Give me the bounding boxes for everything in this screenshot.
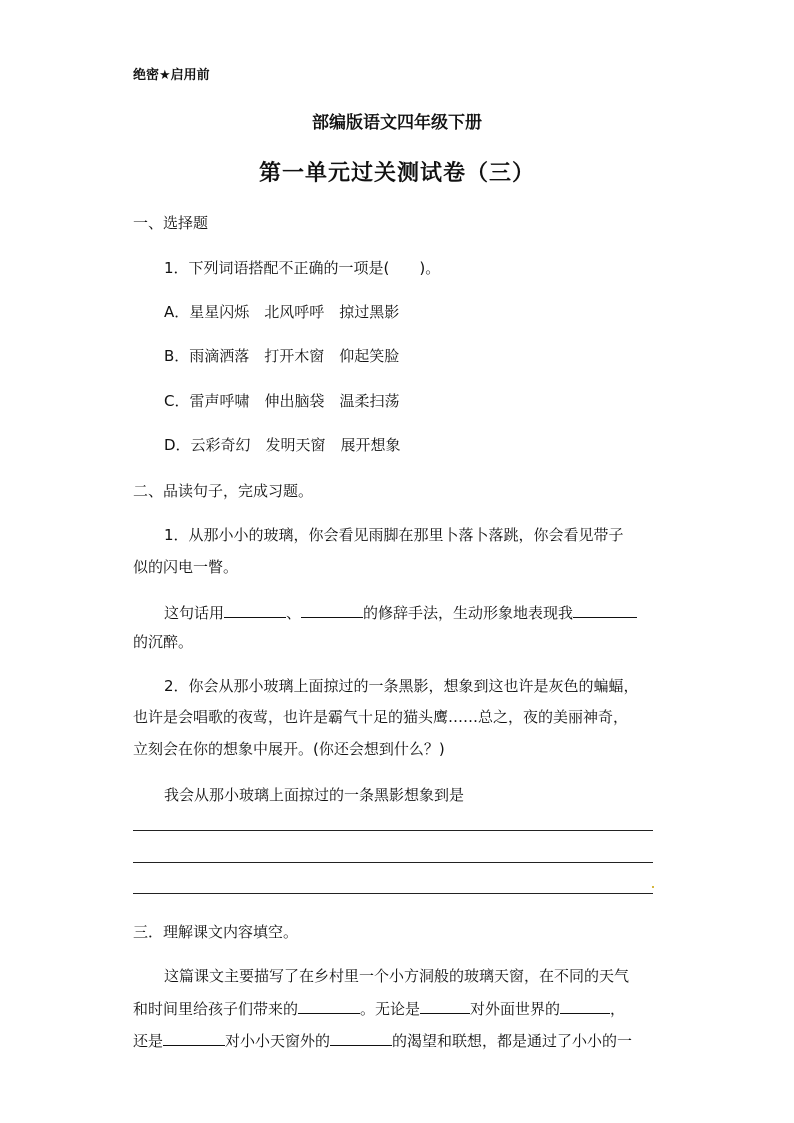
section1-question-1: 1．下列词语搭配不正确的一项是( )。 (164, 259, 441, 277)
s3-text-a: 和时间里给孩子们带来的 (133, 1000, 299, 1018)
document-subtitle: 部编版语文四年级下册 (312, 113, 482, 133)
stray-mark (652, 886, 654, 888)
fill-text-a: 这句话用 (164, 604, 225, 622)
fill-text-sep: 、 (286, 604, 302, 622)
fill-blank[interactable] (573, 601, 637, 618)
document-title: 第一单元过关测试卷（三） (258, 161, 535, 186)
s3-text-e: 还是 (133, 1032, 164, 1050)
fill-blank[interactable] (163, 1029, 225, 1046)
section2-q2-line1: 2．你会从那小玻璃上面掠过的一条黑影，想象到这也许是灰色的蝙蝠， (164, 677, 639, 695)
fill-blank[interactable] (420, 997, 470, 1014)
section3-line3 (133, 1029, 632, 1051)
fill-blank[interactable] (224, 601, 286, 618)
section2-q1-line1: 1．从那小小的玻璃，你会看见雨脚在那里卜落卜落跳，你会看见带子 (164, 526, 624, 544)
s3-text-c: 对外面世界的 (470, 1000, 561, 1018)
section2-q1-line2: 似的闪电一瞥。 (133, 558, 239, 576)
section3-heading: 三．理解课文内容填空。 (133, 923, 299, 941)
section2-q2-line2: 也许是会唱歌的夜莺，也许是霸气十足的猫头鹰……总之，夜的美丽神奇， (133, 708, 629, 726)
answer-line[interactable] (133, 830, 653, 831)
option-c: C．雷声呼啸 伸出脑袋 温柔扫荡 (164, 392, 400, 410)
answer-prompt: 我会从那小玻璃上面掠过的一条黑影想象到是 (164, 786, 465, 804)
section3-line2 (133, 997, 625, 1019)
option-d: D．云彩奇幻 发明天窗 展开想象 (164, 436, 401, 454)
section2-fill-line (164, 601, 637, 623)
answer-line[interactable] (133, 893, 653, 894)
fill-text-b: 的修辞手法，生动形象地表现我 (363, 604, 574, 622)
section2-fill-end: 的沉醉。 (133, 633, 194, 651)
confidential-mark: 绝密★启用前 (133, 68, 210, 83)
s3-text-f: 对小小天窗外的 (225, 1032, 331, 1050)
s3-text-d: ， (610, 1000, 626, 1018)
s3-text-g: 的渴望和联想，都是通过了小小的一 (392, 1032, 633, 1050)
option-b: B．雨滴洒落 打开木窗 仰起笑脸 (164, 347, 400, 365)
answer-line[interactable] (133, 862, 653, 863)
fill-blank[interactable] (560, 997, 610, 1014)
section2-q2-line3: 立刻会在你的想象中展开。(你还会想到什么？) (133, 740, 445, 758)
section2-heading: 二、品读句子，完成习题。 (133, 482, 314, 500)
fill-blank[interactable] (330, 1029, 392, 1046)
fill-blank[interactable] (301, 601, 363, 618)
s3-text-b: 。无论是 (360, 1000, 421, 1018)
fill-blank[interactable] (298, 997, 360, 1014)
section1-heading: 一、选择题 (133, 214, 209, 232)
option-a: A．星星闪烁 北风呼呼 掠过黑影 (164, 303, 400, 321)
section3-line1: 这篇课文主要描写了在乡村里一个小方洞般的玻璃天窗，在不同的天气 (164, 967, 630, 985)
